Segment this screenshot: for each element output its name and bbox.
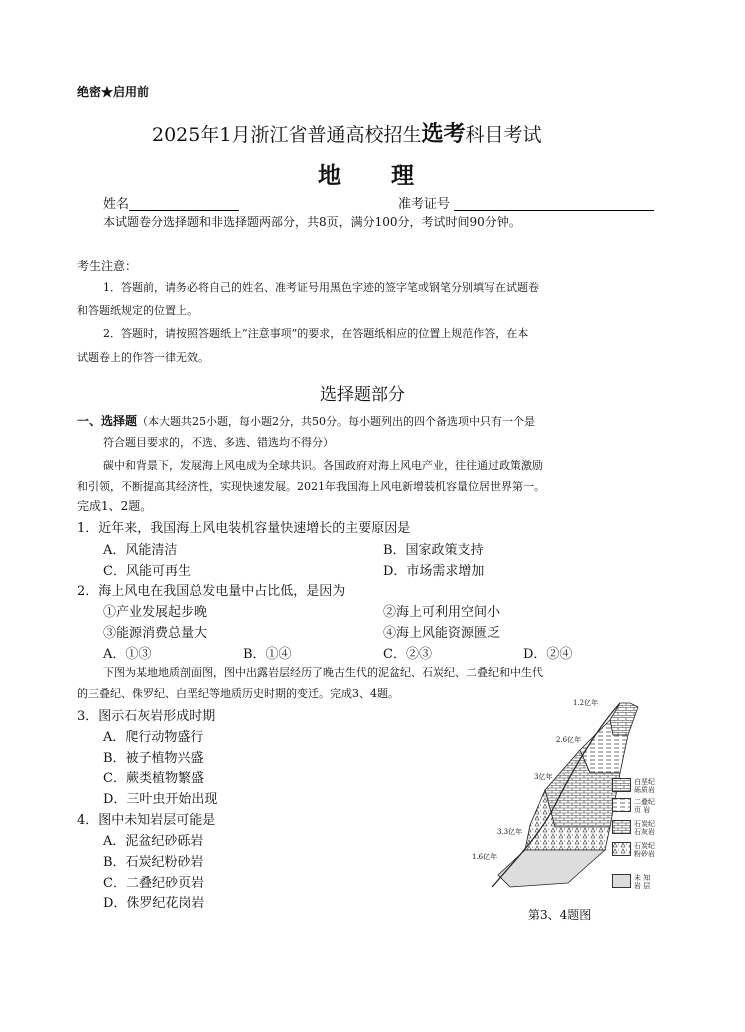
q1-stem: 1．近年来，我国海上风电装机容量快速增长的主要原因是: [77, 521, 411, 536]
q4-option-a: A．泥盆纪砂砾岩: [103, 834, 204, 849]
q2-option-a: A．①③: [103, 647, 152, 662]
legend-item-4: [612, 842, 632, 861]
secret-label: 绝密★启用前: [77, 85, 150, 99]
passage1-line1: 碳中和背景下，发展海上风电成为全球共识。各国政府对海上风电产业，往往通过政策激励: [103, 459, 543, 472]
age-label-5: 1.6亿年: [472, 853, 498, 861]
q4-option-d: D．侏罗纪花岗岩: [103, 896, 205, 911]
legend-text-3a: 石炭纪: [634, 820, 655, 828]
q3-stem: 3．图示石灰岩形成时期: [77, 709, 216, 724]
legend-text-5b: 岩 层: [634, 882, 651, 890]
name-blank: [129, 198, 239, 211]
part-desc-line2: 符合题目要求的，不选、多选、错选均不得分）: [103, 436, 334, 449]
passage2-line1: 下图为某地地质剖面图，图中出露岩层经历了晚古生代的泥盆纪、石炭纪、二叠纪和中生代: [103, 666, 543, 679]
q4-option-b: B．石炭纪粉砂岩: [103, 855, 204, 870]
ticket-blank: [454, 198, 654, 211]
q1-option-a: A．风能清洁: [103, 543, 178, 558]
q1-option-c: C．风能可再生: [103, 564, 191, 579]
notice-item1-line1: 1．答题前，请务必将自己的姓名、准考证号用黑色字迹的签字笔或钢笔分别填写在试题卷: [103, 281, 539, 294]
part-desc-line1: （本大题共25小题，每小题2分，共50分。每小题列出的四个备选项中只有一个是: [137, 415, 536, 428]
figure-caption: 第3、4题图: [528, 908, 592, 922]
legend-text-5a: 未 知: [634, 874, 651, 882]
legend-text-1a: 白垩纪: [634, 778, 655, 786]
q3-option-c: C．蕨类植物繁盛: [103, 771, 204, 786]
section-title: 选择题部分: [320, 385, 405, 405]
q1-option-d: D．市场需求增加: [383, 564, 485, 579]
exam-title-part-c: 科目考试: [465, 124, 542, 146]
exam-title-part-a: 2025年1月浙江省普通高校招生: [152, 124, 422, 146]
legend-item-3: [612, 820, 632, 839]
q1-option-b: B．国家政策支持: [383, 543, 484, 558]
notice-heading: 考生注意：: [77, 259, 138, 273]
name-label: 姓名: [103, 197, 130, 212]
q2-option-c: C．②③: [383, 647, 432, 662]
q4-stem: 4．图中未知岩层可能是: [77, 813, 216, 828]
legend-text-2b: 页 岩: [634, 806, 651, 814]
ticket-label: 准考证号: [398, 197, 451, 212]
name-field: [103, 193, 239, 212]
notice-item1-line2: 和答题纸规定的位置上。: [77, 304, 198, 317]
intro-text: 本试题卷分选择题和非选择题两部分，共8页，满分100分，考试时间90分钟。: [103, 215, 521, 229]
legend-text-4a: 石炭纪: [634, 842, 655, 850]
figure-legend: [612, 778, 672, 898]
passage1-line3: 完成1、2题。: [77, 499, 153, 513]
age-label-3: 3亿年: [534, 773, 553, 781]
legend-text-4b: 粉砂岩: [634, 850, 655, 858]
q2-statement-1: ①产业发展起步晚: [103, 605, 208, 620]
exam-title-part-b: 选考: [421, 121, 466, 147]
age-label-1: 1.2亿年: [573, 699, 599, 707]
q2-statement-4: ④海上风能资源匮乏: [383, 626, 501, 641]
subject-title: 地理: [318, 162, 464, 189]
layer-unknown: [498, 850, 605, 887]
legend-text-2a: 二叠纪: [634, 798, 655, 806]
q3-option-a: A．爬行动物盛行: [103, 730, 204, 745]
q2-option-b: B．①④: [243, 647, 292, 662]
legend-item-1: [612, 778, 632, 797]
part-label: 一、选择题: [77, 414, 138, 428]
part-header: [77, 412, 535, 429]
notice-item2-line2: 试题卷上的作答一律无效。: [77, 351, 209, 364]
legend-text-1b: 砾质岩: [634, 786, 655, 794]
legend-item-2: [612, 798, 632, 817]
q2-option-d: D．②④: [523, 647, 573, 662]
notice-item2-line1: 2．答题时，请按照答题纸上“注意事项”的要求，在答题纸相应的位置上规范作答，在本: [103, 327, 529, 340]
q2-statement-3: ③能源消费总量大: [103, 626, 208, 641]
q3-option-b: B．被子植物兴盛: [103, 751, 204, 766]
age-label-4: 3.3亿年: [497, 828, 523, 836]
layer-cretaceous: [610, 703, 638, 735]
age-label-2: 2.6亿年: [556, 736, 582, 744]
ticket-field: [398, 193, 654, 212]
q2-stem: 2．海上风电在我国总发电量中占比低，是因为: [77, 584, 346, 599]
q4-option-c: C．二叠纪砂页岩: [103, 876, 204, 891]
q3-option-d: D．三叶虫开始出现: [103, 792, 218, 807]
legend-text-3b: 石灰岩: [634, 828, 655, 836]
passage2-line2: 的三叠纪、侏罗纪、白垩纪等地质历史时期的变迁。完成3、4题。: [77, 687, 399, 700]
q2-statement-2: ②海上可利用空间小: [383, 605, 501, 620]
passage1-line2: 和引领，不断提高其经济性，实现快速发展。2021年我国海上风电新增装机容量位居世界第一。: [77, 480, 545, 493]
legend-item-5: [612, 874, 632, 893]
exam-title: [152, 117, 541, 148]
